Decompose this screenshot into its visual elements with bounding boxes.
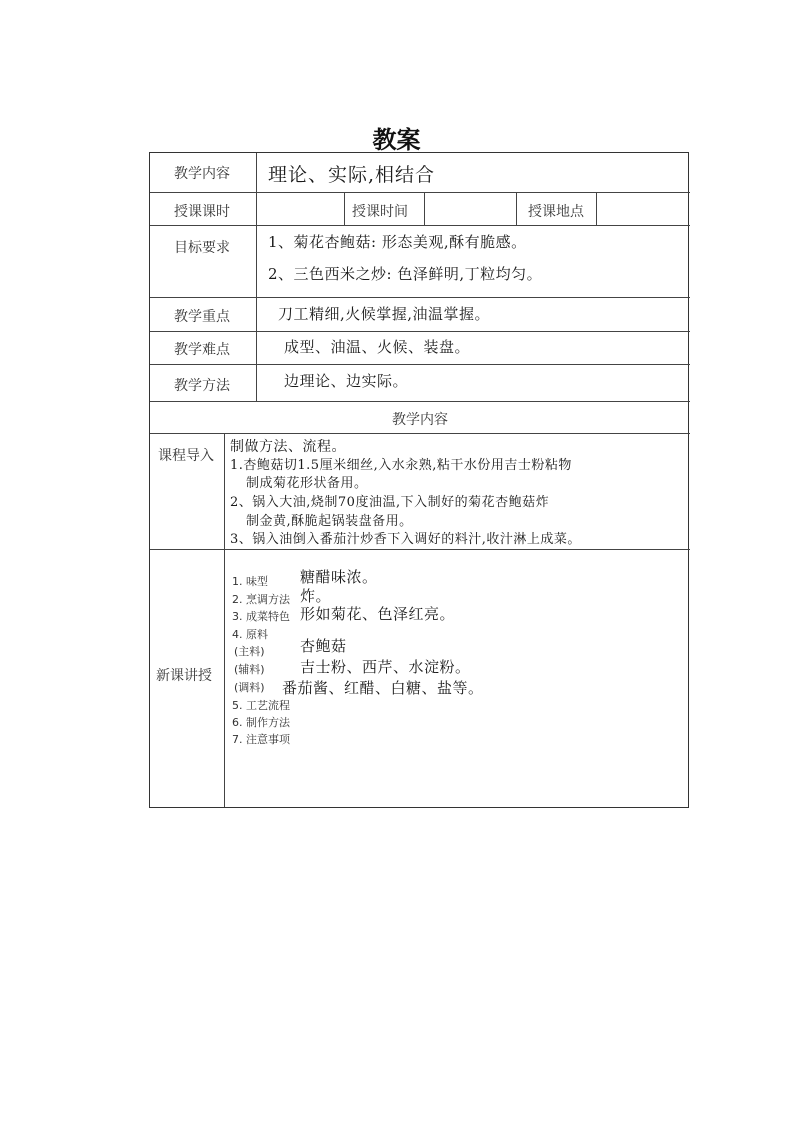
label-column-divider	[224, 433, 225, 807]
item-label: 4. 原料	[232, 628, 268, 641]
intro-line: 制成菊花形状备用。	[246, 476, 368, 491]
place-label: 授课地点	[528, 204, 584, 220]
schedule-divider	[344, 192, 345, 225]
schedule-divider	[424, 192, 425, 225]
new-lesson-label: 新课讲授	[156, 668, 212, 684]
item-label: (调料)	[234, 681, 265, 694]
intro-line: 制做方法、流程。	[230, 439, 346, 455]
row-divider	[150, 433, 690, 434]
item-value: 吉士粉、西芹、水淀粉。	[300, 658, 471, 676]
method-value: 边理论、边实际。	[284, 372, 409, 390]
item-value: 糖醋味浓。	[300, 568, 378, 586]
method-label: 教学方法	[174, 378, 230, 394]
intro-line: 1.杏鲍菇切1.5厘米细丝,入水汆熟,粘干水份用吉士粉粘物	[230, 458, 572, 473]
section-header: 教学内容	[392, 412, 448, 428]
item-label: 1. 味型	[232, 575, 268, 588]
intro-line: 3、锅入油倒入番茄汁炒香下入调好的料汁,收汁淋上成菜。	[230, 532, 581, 547]
intro-line: 2、锅入大油,烧制70度油温,下入制好的菊花杏鲍菇炸	[230, 495, 550, 510]
item-value: 杏鲍菇	[300, 637, 347, 655]
label-column-divider	[256, 153, 257, 401]
item-label: 6. 制作方法	[232, 716, 290, 729]
item-value: 形如菊花、色泽红亮。	[300, 605, 456, 623]
item-label: 2. 烹调方法	[232, 593, 290, 606]
item-label: 3. 成菜特色	[232, 610, 290, 623]
content-label: 教学内容	[174, 166, 230, 182]
goal-line: 2、三色西米之炒: 色泽鲜明,丁粒均匀。	[268, 265, 543, 283]
row-divider	[150, 401, 690, 402]
difficulty-value: 成型、油温、火候、装盘。	[284, 338, 471, 356]
row-divider	[150, 331, 690, 332]
row-divider	[150, 192, 690, 193]
schedule-label: 授课课时	[174, 204, 230, 220]
item-value: 番茄酱、红醋、白糖、盐等。	[282, 679, 484, 697]
intro-line: 制金黄,酥脆起锅装盘备用。	[246, 514, 413, 529]
item-label: 7. 注意事项	[232, 733, 290, 746]
row-divider	[150, 297, 690, 298]
lesson-plan-table	[149, 152, 689, 808]
goal-line: 1、菊花杏鲍菇: 形态美观,酥有脆感。	[268, 233, 527, 251]
goals-label: 目标要求	[174, 240, 230, 256]
content-value: 理论、实际,相结合	[268, 164, 436, 186]
schedule-divider	[516, 192, 517, 225]
row-divider	[150, 549, 690, 550]
item-label: (主料)	[234, 645, 265, 658]
difficulty-label: 教学难点	[174, 342, 230, 358]
item-value: 炸。	[300, 587, 332, 605]
item-label: 5. 工艺流程	[232, 699, 290, 712]
intro-label: 课程导入	[158, 448, 214, 464]
item-label: (辅料)	[234, 663, 265, 676]
schedule-divider	[596, 192, 597, 225]
key-value: 刀工精细,火候掌握,油温掌握。	[278, 305, 491, 323]
document-title: 教案	[372, 126, 421, 154]
key-label: 教学重点	[174, 309, 230, 325]
row-divider	[150, 225, 690, 226]
time-label: 授课时间	[352, 204, 408, 220]
row-divider	[150, 364, 690, 365]
